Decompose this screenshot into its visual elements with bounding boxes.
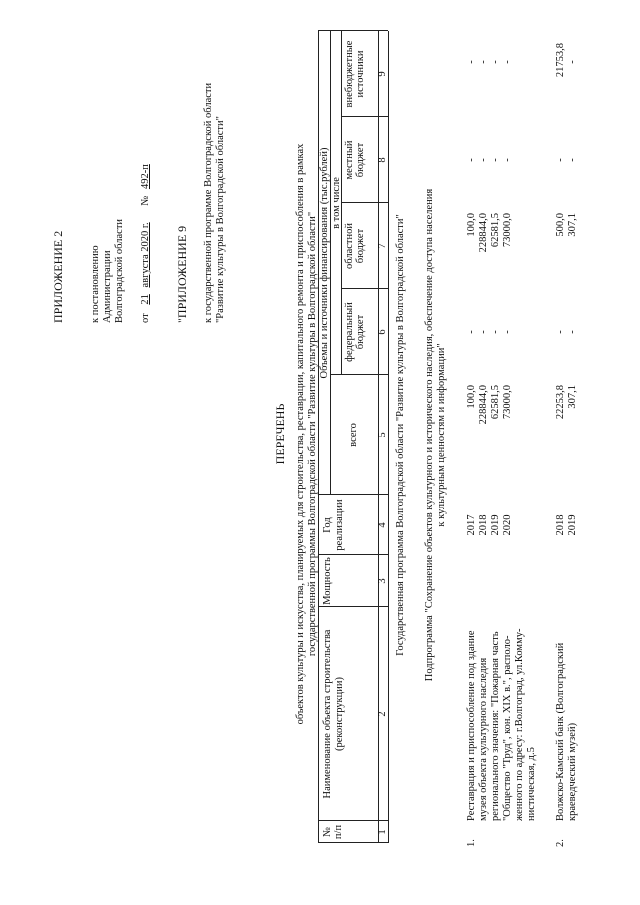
row-1-extra-3: - — [490, 60, 501, 64]
header-total: всего — [348, 423, 359, 447]
col-number-2: 2 — [377, 711, 388, 717]
row-2-regional-2: 307,1 — [567, 213, 578, 237]
row-1-federal-1: - — [466, 330, 477, 334]
row-2-name-line-1: Волжско-Камский банк (Волгоградский — [555, 642, 566, 821]
appendix-9-label: "ПРИЛОЖЕНИЕ 9 — [175, 225, 189, 323]
date-day: 21 — [140, 294, 151, 305]
row-1-total-1: 100,0 — [466, 385, 477, 409]
header-capacity: Мощность — [322, 557, 333, 605]
col-divider-4 — [318, 494, 388, 495]
col-divider-3 — [318, 554, 388, 555]
header-name-line-1: Наименование объекта строительства — [322, 629, 333, 799]
row-1-extra-1: - — [466, 60, 477, 64]
row-1-name-line-1: Реставрация и приспособление под здание — [466, 630, 477, 821]
row-1-total-4: 73000,0 — [502, 385, 513, 420]
row-1-name-line-2: музея объекта культурного наследия — [478, 657, 489, 821]
row-1-year-1: 2017 — [466, 514, 477, 536]
header-local-line-2: бюджет — [355, 142, 366, 178]
header-federal-line-1: федеральный — [344, 302, 355, 362]
row-2-local-1: - — [555, 158, 566, 162]
row-2-extra-1: 21753,8 — [555, 43, 566, 78]
col-number-3: 3 — [377, 578, 388, 584]
col-number-6: 6 — [377, 329, 388, 335]
header-extra-line-1: внебюджетные — [344, 40, 355, 108]
row-2-name-line-2: краеведческий музей) — [567, 722, 578, 821]
col-divider-8 — [341, 116, 388, 117]
header-regional-line-2: бюджет — [355, 228, 366, 264]
decree-date — [140, 164, 152, 323]
row-1-local-1: - — [466, 158, 477, 162]
col-number-9: 9 — [377, 71, 388, 77]
col-number-5: 5 — [377, 432, 388, 438]
row-1-regional-4: 73000,0 — [502, 213, 513, 248]
col-divider-1 — [318, 820, 388, 821]
col-divider-7 — [341, 202, 388, 203]
row-2-federal-2: - — [567, 330, 578, 334]
col-divider-5 — [330, 374, 388, 375]
col-number-1: 1 — [377, 829, 388, 835]
row-2-total-1: 22253,8 — [555, 385, 566, 420]
header-name-line-2: (реконструкции) — [334, 676, 345, 752]
program-line-2: "Развитие культуры в Волгоградской области" — [215, 116, 226, 323]
header-year-line-1: Год — [322, 517, 333, 533]
row-2-num: 2. — [555, 839, 566, 847]
title-line-1: объектов культуры и искусства, планируемых для строительства, реставрации, капитального ремонта и приспособления в рамках — [295, 143, 306, 725]
state-program-heading: Государственная программа Волгоградской области "Развитие культуры в Волгоградской области" — [395, 214, 406, 656]
header-regional-line-1: областной — [344, 223, 355, 269]
row-1-num: 1. — [466, 839, 477, 847]
row-1-regional-1: 100,0 — [466, 213, 477, 237]
table-border-right — [318, 30, 388, 31]
date-month-year: августа 2020 г. — [140, 222, 151, 288]
row-1-local-4: - — [502, 158, 513, 162]
row-1-federal-3: - — [490, 330, 501, 334]
header-year-line-2: реализации — [334, 499, 345, 551]
header-incl: в том числе — [331, 177, 342, 229]
header-federal-line-2: бюджет — [355, 314, 366, 350]
row-1-local-3: - — [490, 158, 501, 162]
to-decree-label: к постановлению — [90, 245, 101, 323]
title-line-2: государственной программы Волгоградской области "Развитие культуры в Волгоградской области" — [307, 211, 318, 657]
row-1-name-line-4: "Общество "Труд", кон. XIX в.", располо- — [502, 635, 513, 821]
row-2-year-1: 2018 — [555, 514, 566, 536]
row-1-year-4: 2020 — [502, 514, 513, 536]
row-1-total-2: 228844,0 — [478, 385, 489, 425]
row-1-year-3: 2019 — [490, 514, 501, 536]
number-value: 492-п — [140, 164, 151, 190]
col-divider-6 — [341, 288, 388, 289]
table-border-left — [318, 842, 388, 843]
col-divider-2 — [318, 606, 388, 607]
header-num: № п/п — [322, 824, 344, 840]
col-number-4: 4 — [377, 522, 388, 528]
program-line-1: к государственной программе Волгоградской области — [203, 82, 214, 323]
row-2-regional-1: 500,0 — [555, 213, 566, 237]
row-2-total-2: 307,1 — [567, 385, 578, 409]
header-funding: Объемы и источники финансирования (тыс.рублей) — [319, 147, 330, 379]
appendix-2-label: ПРИЛОЖЕНИЕ 2 — [51, 230, 65, 323]
subprogram-heading-line-2: к культурным ценностям и информации" — [436, 343, 447, 527]
date-from: от — [140, 313, 151, 323]
row-1-extra-2: - — [478, 60, 489, 64]
row-1-year-2: 2018 — [478, 514, 489, 536]
row-2-extra-2: - — [567, 60, 578, 64]
row-1-federal-2: - — [478, 330, 489, 334]
row-2-federal-1: - — [555, 330, 566, 334]
subprogram-heading-line-1: Подпрограмма "Сохранение объектов культурного и исторического наследия, обеспечение доступа населения — [424, 188, 435, 682]
document-title: ПЕРЕЧЕНЬ — [273, 403, 287, 465]
col-number-7: 7 — [377, 243, 388, 249]
row-1-federal-4: - — [502, 330, 513, 334]
col-number-8: 8 — [377, 157, 388, 163]
row-1-extra-4: - — [502, 60, 513, 64]
region-label: Волгоградской области — [114, 218, 125, 323]
row-1-name-line-6: нистическая, д.5 — [526, 747, 537, 821]
row-1-name-line-3: регионального значения: "Пожарная часть — [490, 631, 501, 821]
number-label: № — [140, 195, 151, 206]
row-1-total-3: 62581,5 — [490, 385, 501, 420]
row-1-regional-2: 228844,0 — [478, 213, 489, 253]
header-local-line-1: местный — [344, 140, 355, 180]
row-2-year-2: 2019 — [567, 514, 578, 536]
header-extra-line-2: источники — [355, 50, 366, 98]
row-1-regional-3: 62581,5 — [490, 213, 501, 248]
row-1-name-line-5: женного по адресу: г.Волгоград, ул.Комму- — [514, 628, 525, 821]
row-2-local-2: - — [567, 158, 578, 162]
row-1-local-2: - — [478, 158, 489, 162]
administration-label: Администрации — [102, 250, 113, 323]
